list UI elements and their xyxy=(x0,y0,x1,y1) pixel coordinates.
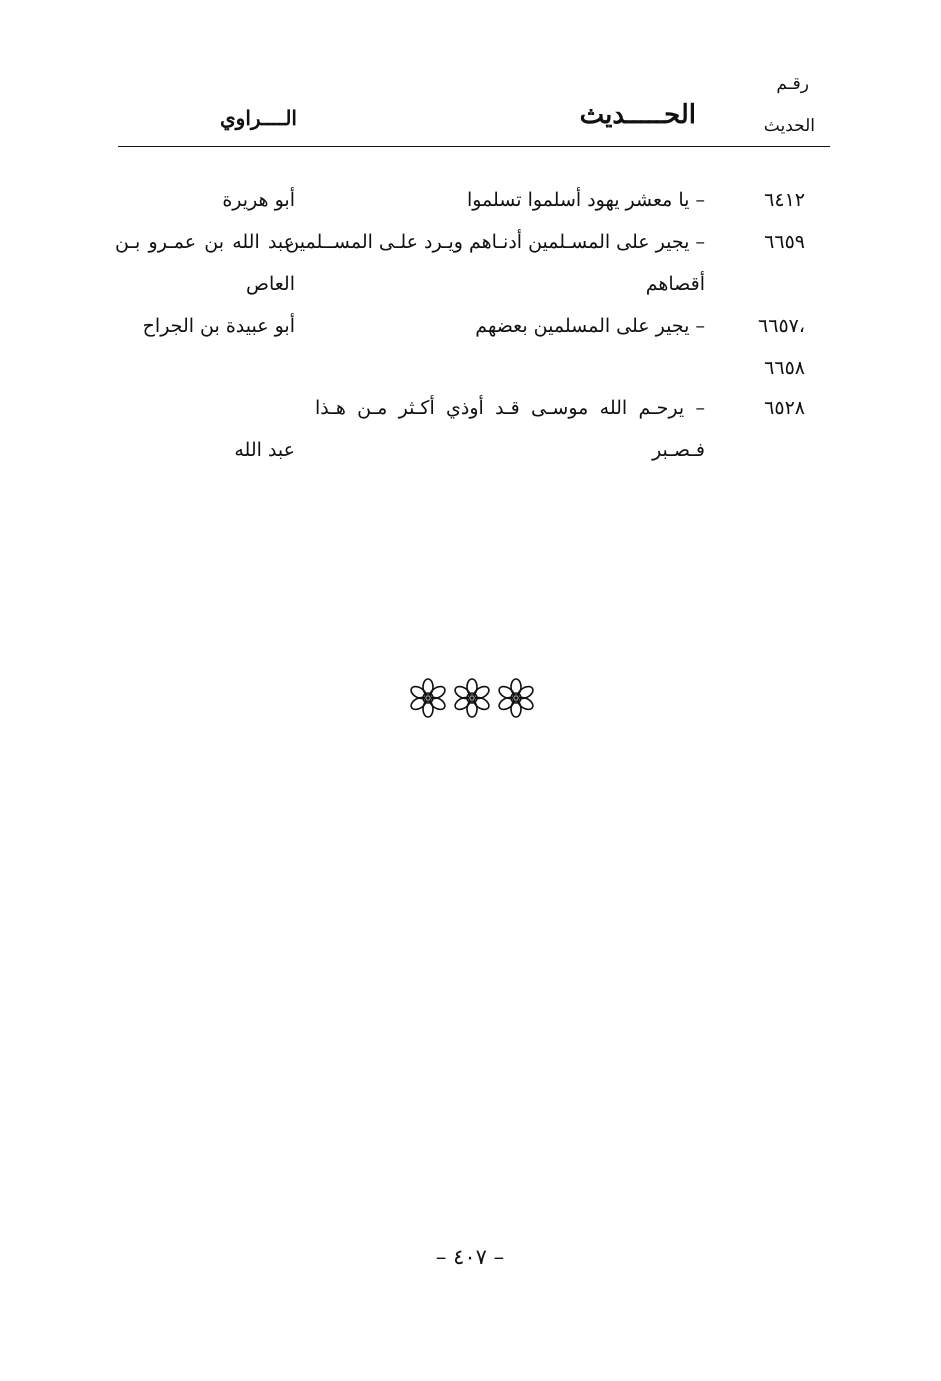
entry-text: – يجير على المسلمين بعضهم xyxy=(475,315,705,337)
entry-narrator: أبو عبيدة بن الجراح xyxy=(142,315,295,337)
header-number-label-line1: رقـم xyxy=(776,74,809,94)
entry-narrator-continuation: العاص xyxy=(246,273,295,295)
entry-text: – يا معشر يهود أسلموا تسلموا xyxy=(466,189,705,211)
entry-number: ٦٥٢٨ xyxy=(764,397,805,419)
entry-number: ٦٦٥٩ xyxy=(764,231,805,253)
page-number: – ٤٠٧ – xyxy=(435,1245,505,1269)
floral-ornament-icon xyxy=(405,676,540,720)
entry-text: – يرحـم الله موسـى قـد أوذي أكـثر مـن هـذا xyxy=(315,397,705,419)
flower-icon xyxy=(409,679,447,717)
entry-narrator: عبد الله بن عمـرو بـن xyxy=(115,231,295,253)
entry-number-continuation: ٦٦٥٨ xyxy=(764,357,805,379)
flower-icon xyxy=(497,679,535,717)
header-hadith-label: الحـــــديث xyxy=(579,100,696,130)
header-divider xyxy=(118,146,830,147)
entry-text: – يجير على المسـلمين أدنـاهم ويـرد علـى المســلمين xyxy=(285,231,705,253)
flower-icon xyxy=(453,679,491,717)
entry-number: ،٦٦٥٧ xyxy=(758,315,805,337)
header-number-label-line2: الحديث xyxy=(763,116,815,136)
entry-narrator: عبد الله xyxy=(234,439,295,461)
entry-text-continuation: أقصاهم xyxy=(645,273,705,295)
entry-narrator: أبو هريرة xyxy=(222,189,295,211)
entry-text-continuation: فـصـبر xyxy=(652,439,705,461)
header-narrator-label: الــــراوي xyxy=(220,106,297,130)
entry-number: ٦٤١٢ xyxy=(764,189,805,211)
